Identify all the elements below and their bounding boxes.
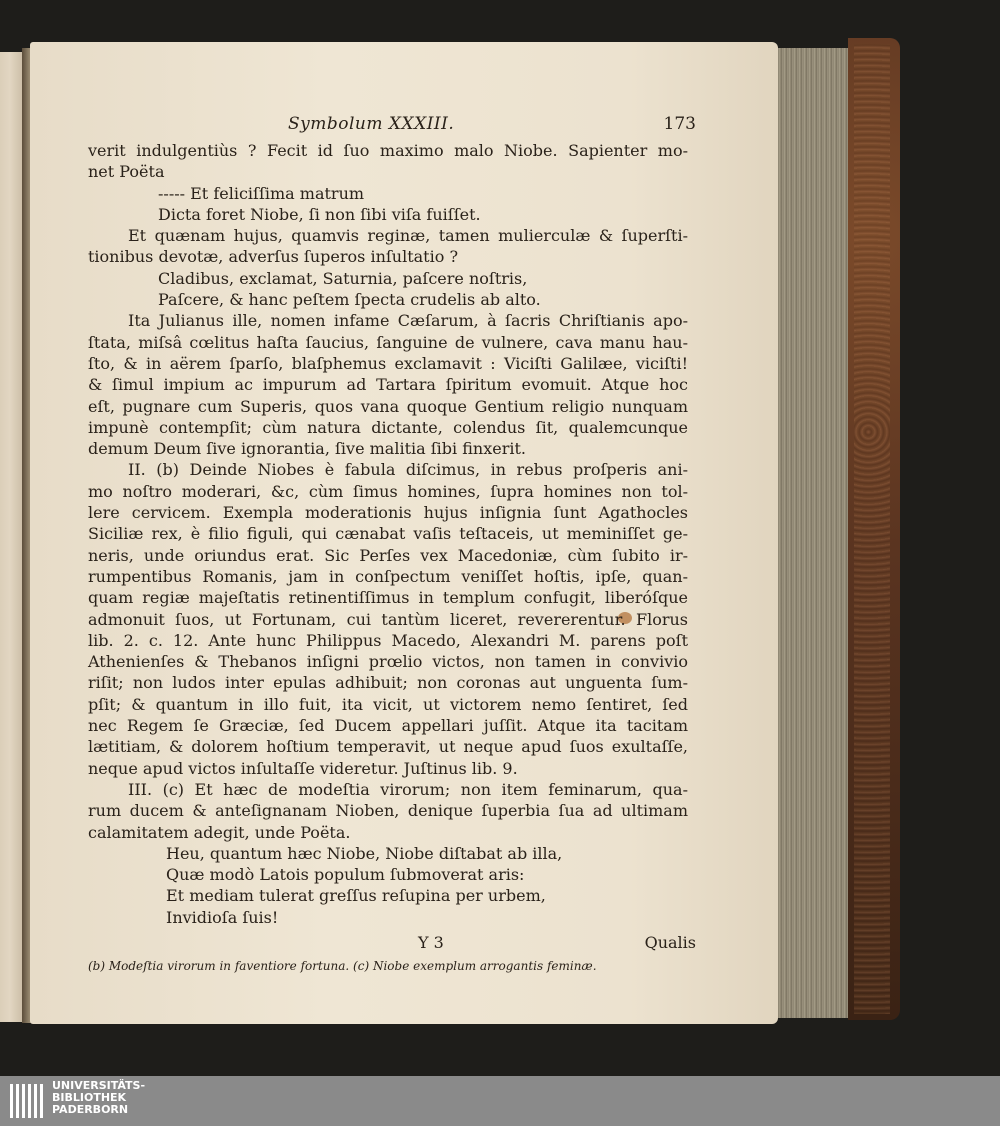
library-logo-icon [8, 1080, 46, 1122]
text-line: impunè contempſit; cùm natura dictante, colendus ſit, qualemcunque [88, 417, 688, 437]
text-line: pſit; & quantum in illo fuit, ita vicit, ut victorem nemo ſentiret, ſed [88, 694, 688, 714]
text-line: lætitiam, & dolorem hoſtium temperavit, ut neque apud ſuos exultaſſe, [88, 737, 688, 757]
library-name-line: UNIVERSITÄTS- [52, 1079, 146, 1092]
page-header [88, 114, 696, 140]
text-line: & ſimul impium ac impurum ad Tartara ſpiritum evomuit. Atque hoc [88, 375, 688, 395]
footnote: (b) Modeſtia virorum in faventiore fortuna. (c) Niobe exemplum arrogantis feminæ. [88, 958, 597, 973]
text-line: II. (b) Deinde Niobes è fabula diſcimus, in rebus proſperis ani- [128, 460, 688, 480]
catchword: Qualis [644, 932, 696, 952]
text-line: net Poëta [88, 162, 165, 182]
verse-line: Et mediam tulerat greſſus reſupina per urbem, [166, 886, 546, 906]
signature-mark: Y 3 [418, 932, 444, 952]
running-head: Symbolum XXXIII. [288, 114, 455, 134]
text-line: quam regiæ majeſtatis retinentiſſimus in templum confugit, liberóſque [88, 588, 688, 608]
text-line: mo noſtro moderari, &c, cùm ſimus homines, ſupra homines non tol- [88, 481, 688, 501]
library-footer [0, 1076, 1000, 1126]
text-line: lere cervicem. Exempla moderationis hujus inſignia ſunt Agathocles [88, 503, 688, 523]
text-line: calamitatem adegit, unde Poëta. [88, 822, 351, 842]
text-line: III. (c) Et hæc de modeſtia virorum; non item feminarum, qua- [128, 779, 688, 799]
text-line: neris, unde oriundus erat. Sic Perſes vex Macedoniæ, cùm ſubito ir- [88, 545, 688, 565]
verse-line: Quæ modò Latois populum ſubmoverat aris: [166, 865, 525, 885]
text-line: ſtata, miſsâ cœlitus haſta ſaucius, ſanguine de vulnere, cava manu hau- [88, 332, 688, 352]
text-line: rum ducem & anteſignanam Nioben, denique ſuperbia ſua ad ultimam [88, 801, 688, 821]
text-line: Ita Julianus ille, nomen infame Cæſarum, à ſacris Chriſtianis apo- [128, 311, 688, 331]
text-line: verit indulgentiùs ? Fecit id ſuo maximo malo Niobe. Sapienter mo- [88, 141, 688, 160]
verse-line: Dicta foret Niobe, ſi non ſibi viſa fuiſſet. [158, 204, 481, 224]
page-text [88, 114, 696, 977]
library-name-line: PADERBORN [52, 1103, 129, 1116]
text-line: riſit; non ludos inter epulas adhibuit; non coronas aut unguenta ſum- [88, 673, 688, 693]
signature-row [88, 932, 696, 956]
text-line: tionibus devotæ, adverſus ſuperos inſultatio ? [88, 247, 459, 267]
text-line: admonuit ſuos, ut Fortunam, cui tantùm liceret, revererentur. Florus [88, 609, 688, 629]
book-cover [848, 38, 900, 1020]
verse-line: Invidioſa ſuis! [166, 907, 279, 927]
text-line: Athenienſes & Thebanos inſigni prœlio victos, non tamen in convivio [88, 652, 688, 672]
page-number: 173 [663, 114, 696, 134]
text-line: neque apud victos inſultaſſe videretur. Juſtinus lib. 9. [88, 758, 518, 778]
verse-line: ----- Et feliciſſima matrum [158, 183, 365, 203]
text-line: ſto, & in aërem ſparſo, blaſphemus exclamavit : Viciſti Galilæe, viciſti! [88, 353, 688, 373]
verse-line: Paſcere, & hanc peſtem ſpecta crudelis ab alto. [158, 290, 541, 310]
text-line: eſt, pugnare cum Superis, quos vana quoque Gentium religio nunquam [88, 396, 688, 416]
text-line: nec Regem ſe Græciæ, ſed Ducem appellari juſſit. Atque ita tacitam [88, 716, 688, 736]
text-line: rumpentibus Romanis, jam in conſpectum veniſſet hoſtis, ipſe, quan- [88, 566, 688, 586]
library-name [52, 1080, 145, 1116]
library-name-line: BIBLIOTHEK [52, 1091, 127, 1104]
text-line: demum Deum ſive ignorantia, ſive malitia ſibi finxerit. [88, 439, 526, 459]
text-line: Siciliæ rex, è filio figuli, qui cænabat vaſis teſtaceis, ut meminiſſet ge- [88, 524, 688, 544]
text-line: lib. 2. c. 12. Ante hunc Philippus Macedo, Alexandri M. parens poſt [88, 630, 688, 650]
verse-line: Cladibus, exclamat, Saturnia, paſcere noſtris, [158, 268, 528, 288]
verse-line: Heu, quantum hæc Niobe, Niobe diſtabat ab illa, [166, 843, 563, 863]
text-line: Et quænam hujus, quamvis reginæ, tamen mulierculæ & ſuperſti- [128, 226, 688, 246]
